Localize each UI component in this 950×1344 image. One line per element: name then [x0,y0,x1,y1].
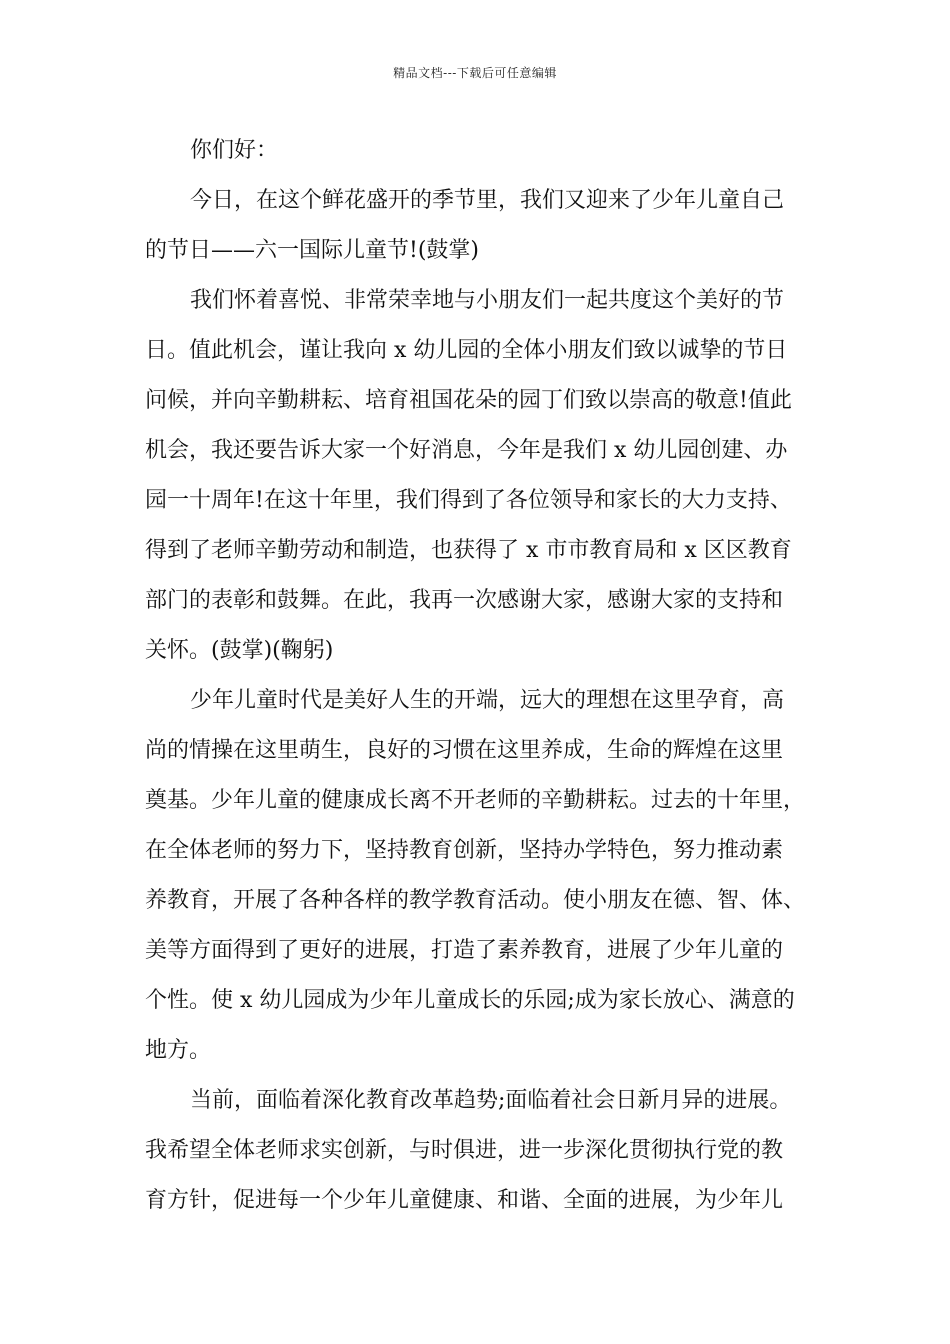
text-line: 今日，在这个鲜花盛开的季节里，我们又迎来了少年儿童自己 [190,188,785,213]
text-line: 尚的情操在这里萌生，良好的习惯在这里养成，生命的辉煌在这里 [145,738,784,763]
text-line: 育方针，促进每一个少年儿童健康、和谐、全面的进展，为少年儿 [145,1188,784,1213]
text-line: 关怀。(鼓掌)(鞠躬) [145,638,334,663]
text-line: 我们怀着喜悦、非常荣幸地与小朋友们一起共度这个美好的节 [190,288,785,313]
text-line: 地方。 [145,1038,212,1063]
text-line: 我希望全体老师求实创新，与时俱进，进一步深化贯彻执行党的教 [145,1138,784,1163]
text-line: 当前，面临着深化教育改革趋势;面临着社会日新月异的进展。 [190,1088,792,1113]
text-line: 机会，我还要告诉大家一个好消息，今年是我们 x 幼儿园创建、办 [145,438,788,463]
text-line: 问候，并向辛勤耕耘、培育祖国花朵的园丁们致以崇高的敬意!值此 [145,388,792,413]
text-line: 养教育，开展了各种各样的教学教育活动。使小朋友在德、智、体、 [145,888,806,913]
text-line: 奠基。少年儿童的健康成长离不开老师的辛勤耕耘。过去的十年里， [145,788,806,813]
text-line: 少年儿童时代是美好人生的开端，远大的理想在这里孕育，高 [190,688,785,713]
text-line: 美等方面得到了更好的进展，打造了素养教育，进展了少年儿童的 [145,938,784,963]
text-line: 在全体老师的努力下，坚持教育创新，坚持办学特色，努力推动素 [145,838,784,863]
text-line: 部门的表彰和鼓舞。在此，我再一次感谢大家，感谢大家的支持和 [145,588,784,613]
text-line: 个性。使 x 幼儿园成为少年儿童成长的乐园;成为家长放心、满意的 [145,988,795,1013]
salutation-line: 你们好： [190,138,279,163]
text-line: 得到了老师辛勤劳动和制造，也获得了 x 市市教育局和 x 区区教育 [145,538,792,563]
text-line: 园一十周年!在这十年里，我们得到了各位领导和家长的大力支持、 [145,488,792,513]
text-line: 的节日——六一国际儿童节!(鼓掌) [145,238,480,263]
text-line: 日。值此机会，谨让我向 x 幼儿园的全体小朋友们致以诚挚的节日 [145,338,788,363]
page-header: 精品文档---下载后可任意编辑 [393,66,557,80]
